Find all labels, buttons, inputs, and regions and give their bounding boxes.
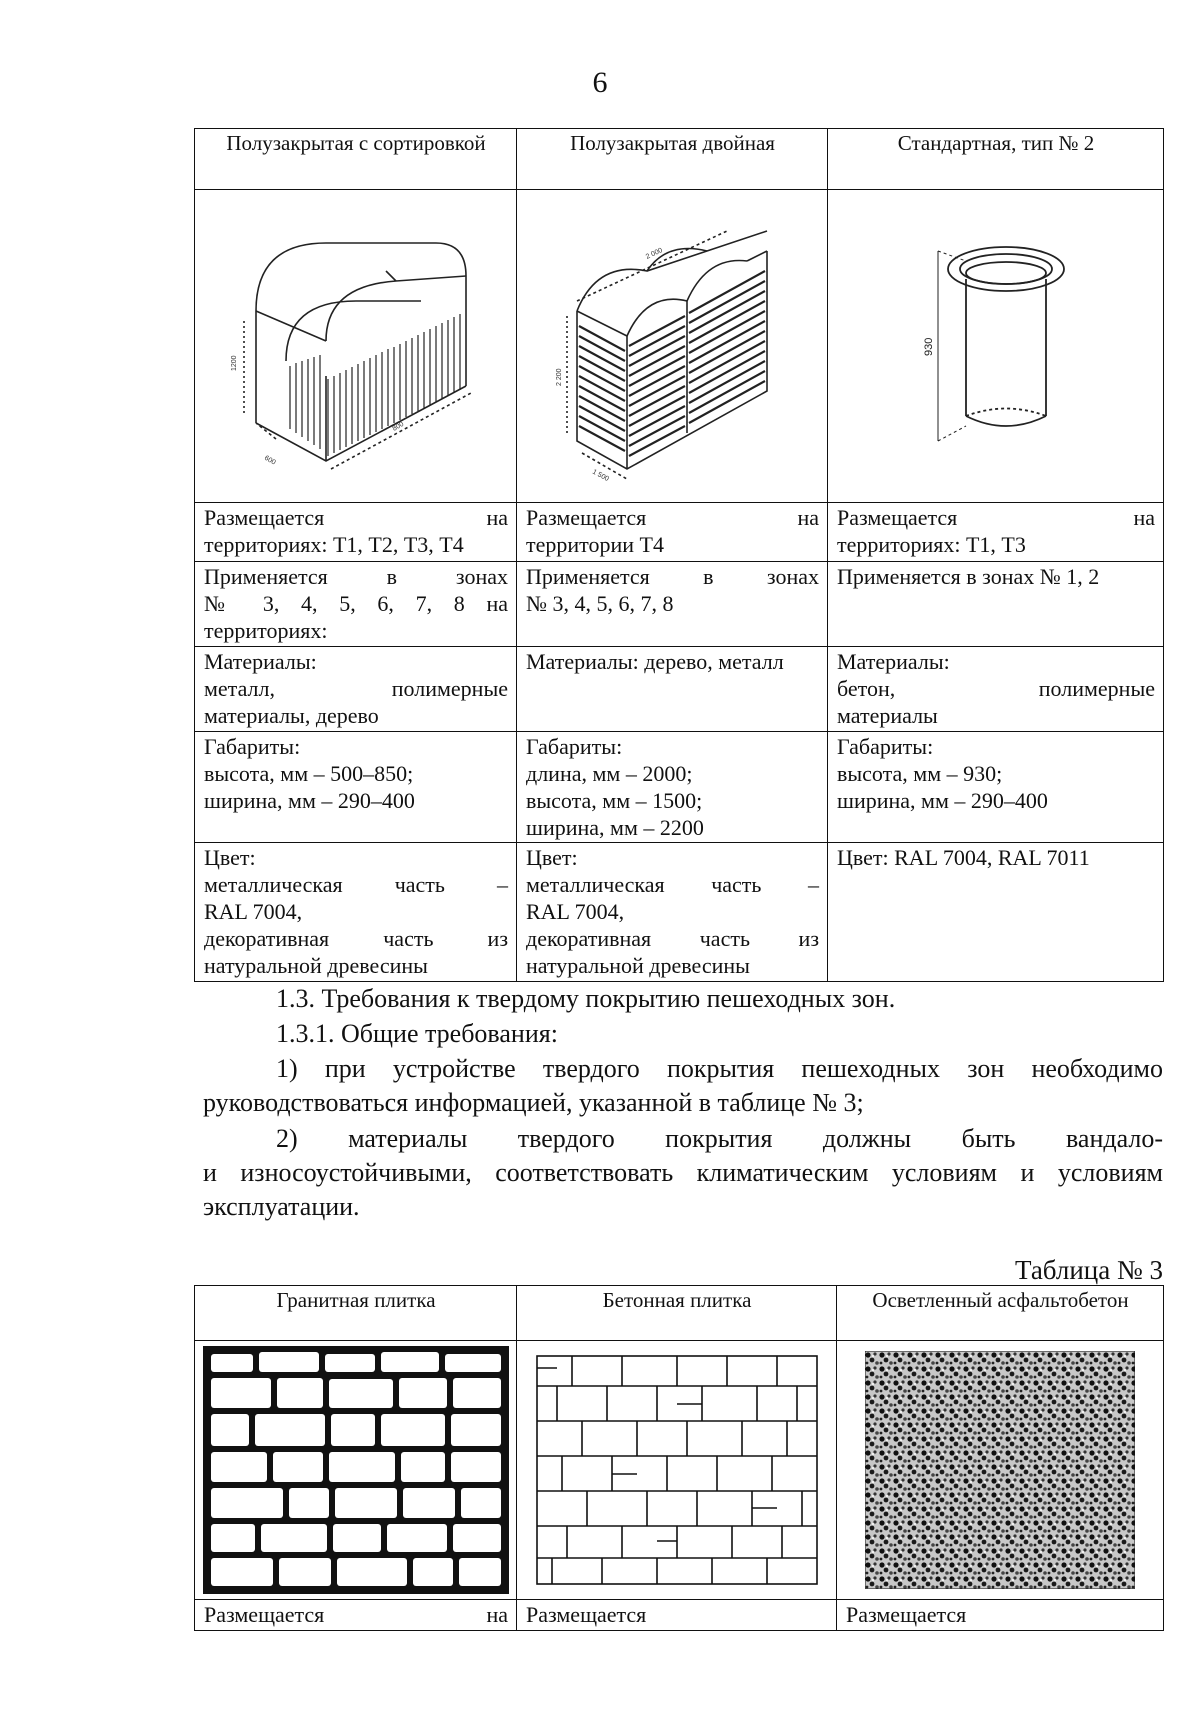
dim-label-height: 1200 [230,355,238,371]
dimensions-cell: Габариты: высота, мм – 930; ширина, мм – 290–400 [828,732,1164,843]
requirement-item-1: 1) при устройстве твердого покрытия пешеходных зон необходимо руководствоваться информацией, указанной в таблице № 3; [203,1054,1163,1117]
granite-tile-image-cell [195,1341,517,1600]
dimensions-cell: Габариты: высота, мм – 500–850; ширина, мм – 290–400 [195,732,517,843]
image-row [195,1341,1164,1600]
placement-cell: Размещается [517,1600,837,1631]
requirement-item-2: 2) материалы твердого покрытия должны быть вандало- и износоустойчивыми, соответствовать климатическим условиям и условиям эксплуатации. [203,1124,1163,1221]
table-3-caption: Таблица № 3 [1015,1255,1163,1285]
header-granite-tile: Гранитная плитка [195,1286,517,1341]
bins-table [194,128,1164,982]
dim-label-length: 2 000 [644,247,664,261]
concrete-tile-image-cell [517,1341,837,1600]
materials-row [195,647,1164,732]
standard-urn-drawing [896,231,1096,461]
semi-closed-double-drawing-cell [517,190,828,503]
granite-tile-pattern [203,1346,509,1594]
concrete-tile-pattern [527,1346,827,1594]
placement-cell: Размещается [837,1600,1164,1631]
header-standard-type2: Стандартная, тип № 2 [828,129,1164,190]
light-asphalt-texture [865,1351,1135,1589]
header-concrete-tile: Бетонная плитка [517,1286,837,1341]
semi-closed-sorting-drawing-cell [195,190,517,503]
dimensions-row [195,732,1164,843]
dim-label-depth: 1 500 [591,468,610,483]
table-header-row [195,1286,1164,1341]
header-semi-closed-double: Полузакрытая двойная [517,129,828,190]
zones-row [195,562,1164,647]
placement-cell: Размещается на территориях: Т1, Т3 [828,503,1164,562]
semi-closed-sorting-bin-drawing [216,201,496,491]
color-cell: Цвет: RAL 7004, RAL 7011 [828,843,1164,982]
zones-cell: Применяется в зонах № 1, 2 [828,562,1164,647]
color-cell: Цвет: металлическая часть – RAL 7004, декоративная часть из натуральной древесины [195,843,517,982]
header-semi-closed-sorting: Полузакрытая с сортировкой [195,129,517,190]
light-asphalt-image-cell [837,1341,1164,1600]
placement-cell: Размещается на [195,1600,517,1631]
color-cell: Цвет: металлическая часть – RAL 7004, декоративная часть из натуральной древесины [517,843,828,982]
page-number: 6 [592,66,608,99]
pavement-table [194,1285,1164,1631]
materials-cell: Материалы: бетон, полимерные материалы [828,647,1164,732]
heading-1-3: 1.3. Требования к твердому покрытию пешеходных зон. [276,984,896,1013]
zones-cell: Применяется в зонах № 3, 4, 5, 6, 7, 8 [517,562,828,647]
placement-row [195,503,1164,562]
dimensions-cell: Габариты: длина, мм – 2000; высота, мм – 1500; ширина, мм – 2200 [517,732,828,843]
placement-cell: Размещается на территориях: Т1, Т2, Т3, Т4 [195,503,517,562]
image-row [195,190,1164,503]
table-header-row [195,129,1164,190]
dim-label-height: 2 200 [556,368,563,386]
dim-label-depth: 600 [262,454,277,467]
heading-1-3-1: 1.3.1. Общие требования: [276,1019,558,1048]
materials-cell: Материалы: дерево, металл [517,647,828,732]
placement-row [195,1600,1164,1631]
placement-cell: Размещается на территории Т4 [517,503,828,562]
dim-label-height: 930 [922,337,935,356]
color-row [195,843,1164,982]
materials-cell: Материалы: металл, полимерные материалы, дерево [195,647,517,732]
header-light-asphalt: Осветленный асфальтобетон [837,1286,1164,1341]
dim-label-length: 800 [391,420,405,433]
semi-closed-double-bin-drawing [537,201,807,491]
zones-cell: Применяется в зонах № 3, 4, 5, 6, 7, 8 на территориях: [195,562,517,647]
standard-type2-drawing-cell [828,190,1164,503]
